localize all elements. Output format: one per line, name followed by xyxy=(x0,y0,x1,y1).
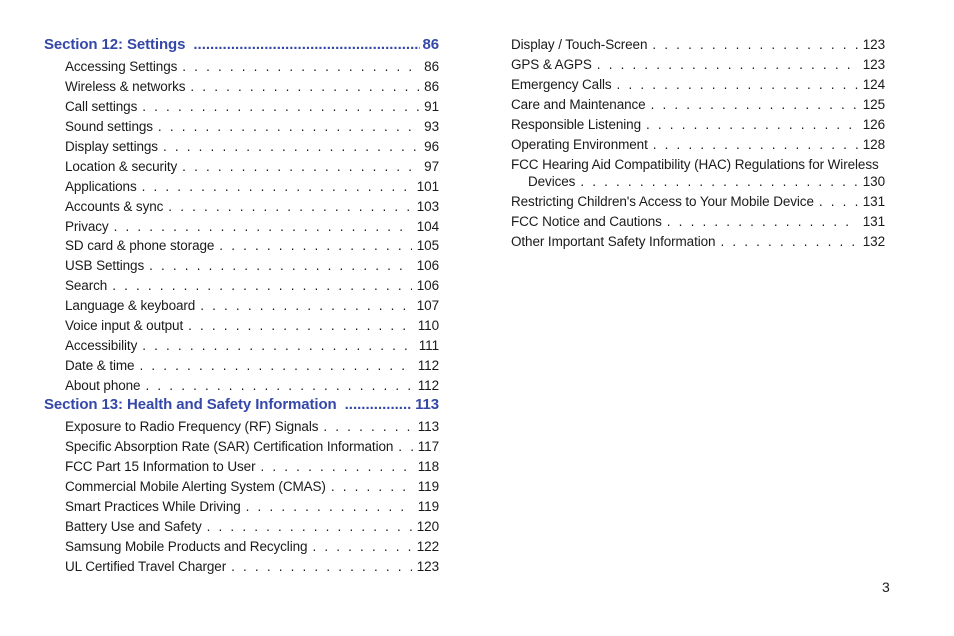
toc-entry[interactable] xyxy=(65,58,439,76)
page-number: 3 xyxy=(882,579,890,595)
leader-dots xyxy=(139,357,412,375)
toc-entry-page: 107 xyxy=(416,298,439,313)
toc-entry[interactable] xyxy=(65,158,439,176)
leader-dots xyxy=(312,538,411,556)
toc-entry-page: 91 xyxy=(424,99,439,114)
leader-dots xyxy=(653,136,858,154)
leader-dots xyxy=(142,98,419,116)
toc-entry-title: Display / Touch-Screen xyxy=(511,37,648,52)
toc-entry-page: 111 xyxy=(418,338,439,353)
leader-dots xyxy=(720,233,857,251)
toc-entry-title: Call settings xyxy=(65,99,138,114)
leader-dots xyxy=(231,558,412,576)
toc-entry-page: 103 xyxy=(416,199,439,214)
toc-entry-page: 126 xyxy=(862,117,885,132)
toc-entry-title: Care and Maintenance xyxy=(511,97,646,112)
toc-entry-title: Smart Practices While Driving xyxy=(65,499,241,514)
leader-dots xyxy=(398,438,412,456)
toc-entry-page: 119 xyxy=(417,479,439,494)
toc-entry[interactable] xyxy=(65,478,439,496)
toc-entry-page: 125 xyxy=(862,97,885,112)
toc-entry-title: Search xyxy=(65,278,108,293)
leader-dots xyxy=(207,518,412,536)
toc-entry-title: Battery Use and Safety xyxy=(65,519,202,534)
toc-entry-page: 112 xyxy=(417,378,439,393)
toc-entry[interactable] xyxy=(65,98,439,116)
toc-entry-title: Language & keyboard xyxy=(65,298,196,313)
leader-dots xyxy=(163,138,419,156)
toc-entry-title: Specific Absorption Rate (SAR) Certification Information xyxy=(65,439,394,454)
toc-entry[interactable] xyxy=(65,78,439,96)
leader-dots xyxy=(345,395,412,415)
toc-entry-title: Commercial Mobile Alerting System (CMAS) xyxy=(65,479,326,494)
toc-entry-title: Operating Environment xyxy=(511,137,648,152)
toc-entry[interactable] xyxy=(511,76,885,94)
toc-entry-title: Accounts & sync xyxy=(65,199,164,214)
leader-dots xyxy=(667,213,858,231)
toc-entry-page: 131 xyxy=(862,214,885,229)
toc-entry[interactable] xyxy=(65,438,439,456)
toc-entry[interactable] xyxy=(65,458,439,476)
toc-entry-title: About phone xyxy=(65,378,141,393)
toc-entry-page: 131 xyxy=(862,194,885,209)
toc-entry-page: 123 xyxy=(416,559,439,574)
leader-dots xyxy=(260,458,412,476)
toc-entry-page: 123 xyxy=(862,57,885,72)
toc-section-page: 86 xyxy=(422,36,439,53)
toc-entry[interactable] xyxy=(65,377,439,395)
toc-entry-title: Display settings xyxy=(65,139,158,154)
toc-entry-title: Location & security xyxy=(65,159,178,174)
toc-entry[interactable] xyxy=(528,173,885,191)
toc-entry-title: Privacy xyxy=(65,219,109,234)
leader-dots xyxy=(142,337,414,355)
toc-entry-page: 106 xyxy=(416,258,439,273)
toc-entry-title: Applications xyxy=(65,179,137,194)
toc-entry[interactable] xyxy=(511,36,885,54)
toc-entry-title: USB Settings xyxy=(65,258,145,273)
leader-dots xyxy=(168,198,411,216)
toc-entry[interactable] xyxy=(65,498,439,516)
leader-dots xyxy=(597,56,858,74)
toc-entry[interactable] xyxy=(511,213,885,231)
toc-entry[interactable] xyxy=(511,96,885,114)
toc-entry[interactable] xyxy=(65,317,439,335)
toc-entry-page: 119 xyxy=(417,499,439,514)
leader-dots xyxy=(323,418,412,436)
leader-dots xyxy=(652,36,857,54)
leader-dots xyxy=(188,317,413,335)
toc-entry[interactable] xyxy=(65,357,439,375)
toc-entry-title: Wireless & networks xyxy=(65,79,186,94)
toc-entry[interactable] xyxy=(65,237,439,255)
toc-entry-page: 122 xyxy=(416,539,439,554)
toc-entry-title: GPS & AGPS xyxy=(511,57,592,72)
leader-dots xyxy=(200,297,412,315)
leader-dots xyxy=(193,35,419,55)
toc-entry[interactable] xyxy=(65,198,439,216)
leader-dots xyxy=(145,377,412,395)
toc-entry[interactable] xyxy=(65,218,439,236)
toc-entry-page: 86 xyxy=(424,59,439,74)
toc-entry-page: 132 xyxy=(862,234,885,249)
toc-entry-title: Samsung Mobile Products and Recycling xyxy=(65,539,308,554)
toc-entry-page: 117 xyxy=(417,439,439,454)
toc-entry-title: FCC Notice and Cautions xyxy=(511,214,662,229)
toc-entry-page: 112 xyxy=(417,358,439,373)
leader-dots xyxy=(646,116,858,134)
toc-entry-page: 118 xyxy=(417,459,439,474)
toc-section-page: 113 xyxy=(415,396,439,413)
leader-dots xyxy=(114,218,412,236)
toc-entry[interactable] xyxy=(511,136,885,154)
toc-entry[interactable] xyxy=(511,116,885,134)
toc-entry[interactable] xyxy=(511,233,885,251)
toc-entry-page: 104 xyxy=(416,219,439,234)
toc-entry[interactable] xyxy=(65,418,439,436)
toc-entry-title: Restricting Children's Access to Your Mobile Device xyxy=(511,194,814,209)
toc-entry-title: Accessibility xyxy=(65,338,138,353)
toc-entry-title: Sound settings xyxy=(65,119,153,134)
leader-dots xyxy=(651,96,858,114)
toc-entry-title: Responsible Listening xyxy=(511,117,641,132)
toc-entry-title: Devices xyxy=(528,174,576,189)
toc-entry-title: UL Certified Travel Charger xyxy=(65,559,227,574)
leader-dots xyxy=(182,158,419,176)
toc-entry-page: 96 xyxy=(424,139,439,154)
toc-entry-page: 110 xyxy=(417,318,439,333)
leader-dots xyxy=(246,498,413,516)
toc-entry[interactable] xyxy=(65,337,439,355)
toc-entry-page: 97 xyxy=(424,159,439,174)
leader-dots xyxy=(112,277,412,295)
toc-entry-title: Accessing Settings xyxy=(65,59,178,74)
toc-entry-page: 124 xyxy=(862,77,885,92)
toc-entry-wrapped-line[interactable]: FCC Hearing Aid Compatibility (HAC) Regulations for Wireless xyxy=(511,157,879,172)
toc-entry-title: Date & time xyxy=(65,358,135,373)
toc-entry-page: 93 xyxy=(424,119,439,134)
toc-entry-page: 123 xyxy=(862,37,885,52)
toc-entry-page: 130 xyxy=(862,174,885,189)
toc-entry[interactable] xyxy=(511,56,885,74)
toc-section-12[interactable] xyxy=(44,35,439,55)
toc-section-title: Section 12: Settings xyxy=(44,36,186,53)
toc-entry-page: 128 xyxy=(862,137,885,152)
leader-dots xyxy=(142,178,412,196)
toc-entry-title: FCC Part 15 Information to User xyxy=(65,459,256,474)
leader-dots xyxy=(617,76,858,94)
toc-entry-page: 120 xyxy=(416,519,439,534)
toc-entry[interactable] xyxy=(65,518,439,536)
toc-entry-page: 101 xyxy=(416,179,439,194)
leader-dots xyxy=(182,58,419,76)
leader-dots xyxy=(580,173,857,191)
toc-entry-title: Emergency Calls xyxy=(511,77,612,92)
toc-entry[interactable] xyxy=(65,138,439,156)
toc-entry-page: 106 xyxy=(416,278,439,293)
leader-dots xyxy=(190,78,419,96)
toc-entry-title: Voice input & output xyxy=(65,318,184,333)
toc-entry-title: SD card & phone storage xyxy=(65,238,215,253)
toc-section-title: Section 13: Health and Safety Information xyxy=(44,396,337,413)
toc-entry[interactable] xyxy=(65,297,439,315)
toc-entry-title: Exposure to Radio Frequency (RF) Signals xyxy=(65,419,319,434)
leader-dots xyxy=(819,193,858,211)
toc-entry[interactable] xyxy=(65,257,439,275)
toc-entry[interactable] xyxy=(65,178,439,196)
toc-entry[interactable] xyxy=(65,538,439,556)
toc-entry[interactable] xyxy=(65,277,439,295)
leader-dots xyxy=(149,257,412,275)
toc-entry[interactable] xyxy=(511,193,885,211)
toc-entry-page: 105 xyxy=(416,238,439,253)
toc-section-13[interactable] xyxy=(44,395,439,415)
toc-entry-title: Other Important Safety Information xyxy=(511,234,716,249)
toc-entry-page: 86 xyxy=(424,79,439,94)
leader-dots xyxy=(219,237,411,255)
leader-dots xyxy=(331,478,413,496)
leader-dots xyxy=(158,118,419,136)
toc-entry[interactable] xyxy=(65,118,439,136)
toc-entry-page: 113 xyxy=(417,419,439,434)
toc-entry[interactable] xyxy=(65,558,439,576)
